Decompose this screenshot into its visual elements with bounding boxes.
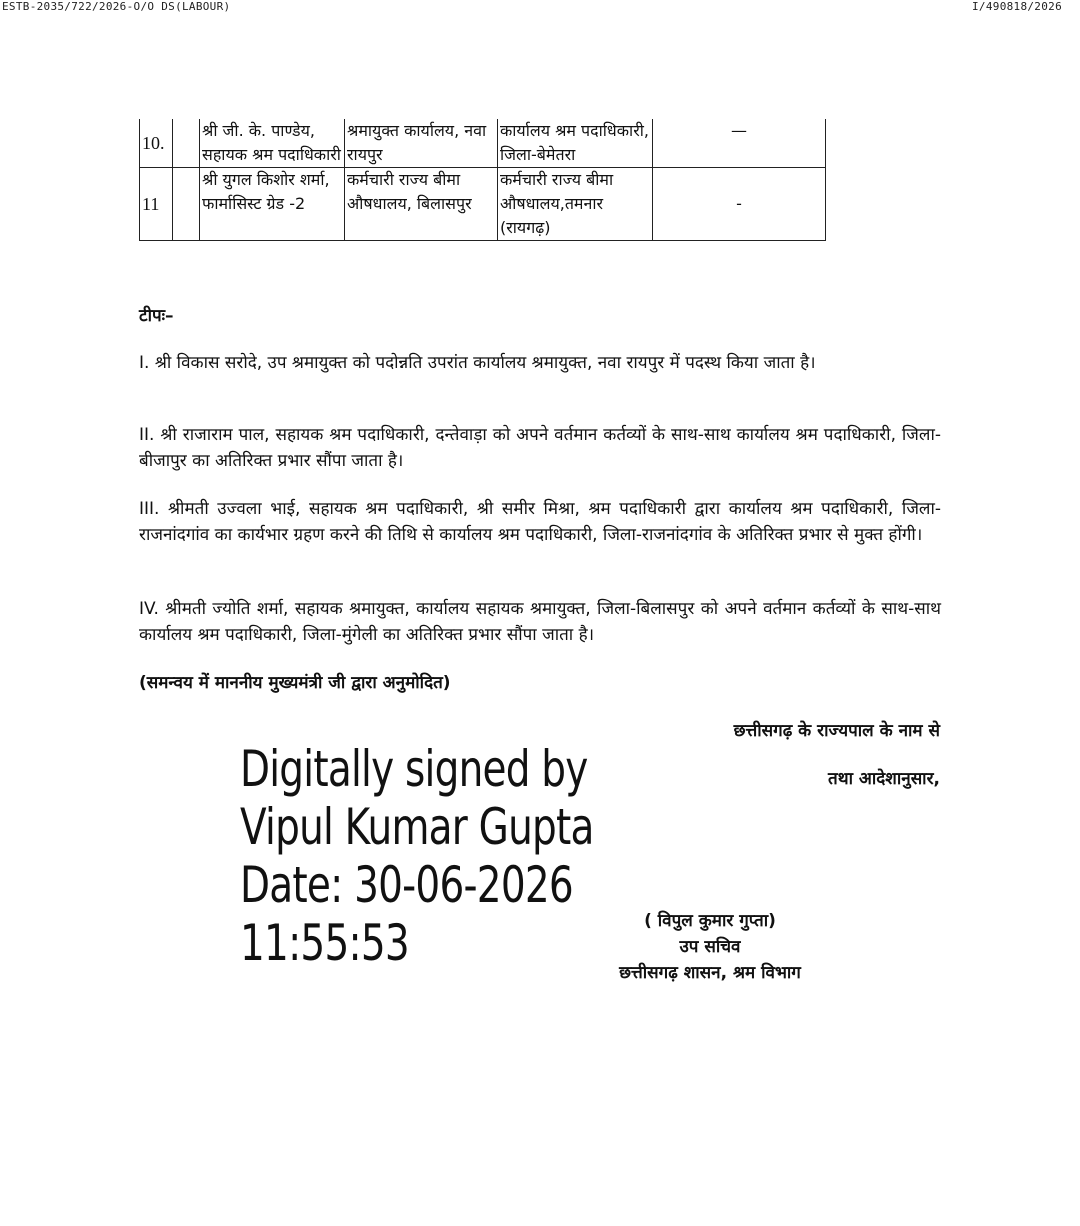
new-posting: कर्मचारी राज्य बीमा औषधालय,तमनार (रायगढ़) bbox=[498, 168, 653, 241]
current-posting: कर्मचारी राज्य बीमा औषधालय, बिलासपुर bbox=[345, 168, 498, 241]
signatory-name: ( विपुल कुमार गुप्ता) bbox=[644, 911, 776, 931]
current-posting: श्रमायुक्त कार्यालय, नवा रायपुर bbox=[345, 119, 498, 168]
serial-number: 10. bbox=[140, 119, 173, 168]
note-paragraph: III. श्रीमती उज्वला भाई, सहायक श्रम पदाधिकारी, श्री समीर मिश्रा, श्रम पदाधिकारी द्वारा कार्यालय श्रम पदाधिकारी, जिला-राजनांदगांव का कार्यभार ग्रहण करने की तिथि से कार्यालय श्रम पदाधिकारी, जिला-राजनांदगांव के अतिरिक्त प्रभार से मुक्त होंगी। bbox=[139, 499, 941, 545]
signature-date: Date: 30-06-2026 bbox=[240, 856, 573, 914]
digital-signature-stamp bbox=[240, 740, 594, 972]
notes-heading: टीपः– bbox=[139, 306, 174, 326]
governor-line: छत्तीसगढ़ के राज्यपाल के नाम से bbox=[733, 721, 940, 741]
new-posting: कार्यालय श्रम पदाधिकारी, जिला-बेमेतरा bbox=[498, 119, 653, 168]
approval-note: (समन्वय में माननीय मुख्यमंत्री जी द्वारा अनुमोदित) bbox=[139, 673, 451, 693]
signatory-block bbox=[560, 908, 860, 986]
signatory-designation: उप सचिव bbox=[679, 937, 741, 957]
note-paragraph: II. श्री राजाराम पाल, सहायक श्रम पदाधिकारी, दन्तेवाड़ा को अपने वर्तमान कर्तव्यों के साथ-साथ कार्यालय श्रम पदाधिकारी, जिला-बीजापुर का अतिरिक्त प्रभार सौंपा जाता है। bbox=[139, 425, 941, 471]
document-reference-right: I/490818/2026 bbox=[972, 0, 1062, 13]
serial-number: 11 bbox=[140, 168, 173, 241]
note-paragraph: IV. श्रीमती ज्योति शर्मा, सहायक श्रमायुक्त, कार्यालय सहायक श्रमायुक्त, जिला-बिलासपुर को अपने वर्तमान कर्तव्यों के साथ-साथ कार्यालय श्रम पदाधिकारी, जिला-मुंगेली का अतिरिक्त प्रभार सौंपा जाता है। bbox=[139, 599, 941, 645]
employee-name: श्री जी. के. पाण्डेय, सहायक श्रम पदाधिकारी bbox=[200, 119, 345, 168]
table-row bbox=[140, 119, 826, 168]
signature-line: Digitally signed by bbox=[240, 740, 588, 798]
note-paragraph: I. श्री विकास सरोदे, उप श्रमायुक्त को पदोन्नति उपरांत कार्यालय श्रमायुक्त, नवा रायपुर में पदस्थ किया जाता है। bbox=[139, 353, 816, 373]
remark: — bbox=[653, 119, 826, 168]
document-reference-left: ESTB-2035/722/2026-O/O DS(LABOUR) bbox=[2, 0, 231, 13]
blank-cell bbox=[173, 168, 200, 241]
transfer-table bbox=[139, 119, 826, 241]
signer-name: Vipul Kumar Gupta bbox=[240, 798, 594, 856]
order-line: तथा आदेशानुसार, bbox=[828, 769, 940, 789]
table-row bbox=[140, 168, 826, 241]
remark: - bbox=[653, 168, 826, 241]
signatory-department: छत्तीसगढ़ शासन, श्रम विभाग bbox=[619, 963, 801, 983]
blank-cell bbox=[173, 119, 200, 168]
signature-time: 11:55:53 bbox=[240, 914, 409, 972]
employee-name: श्री युगल किशोर शर्मा, फार्मासिस्ट ग्रेड -2 bbox=[200, 168, 345, 241]
